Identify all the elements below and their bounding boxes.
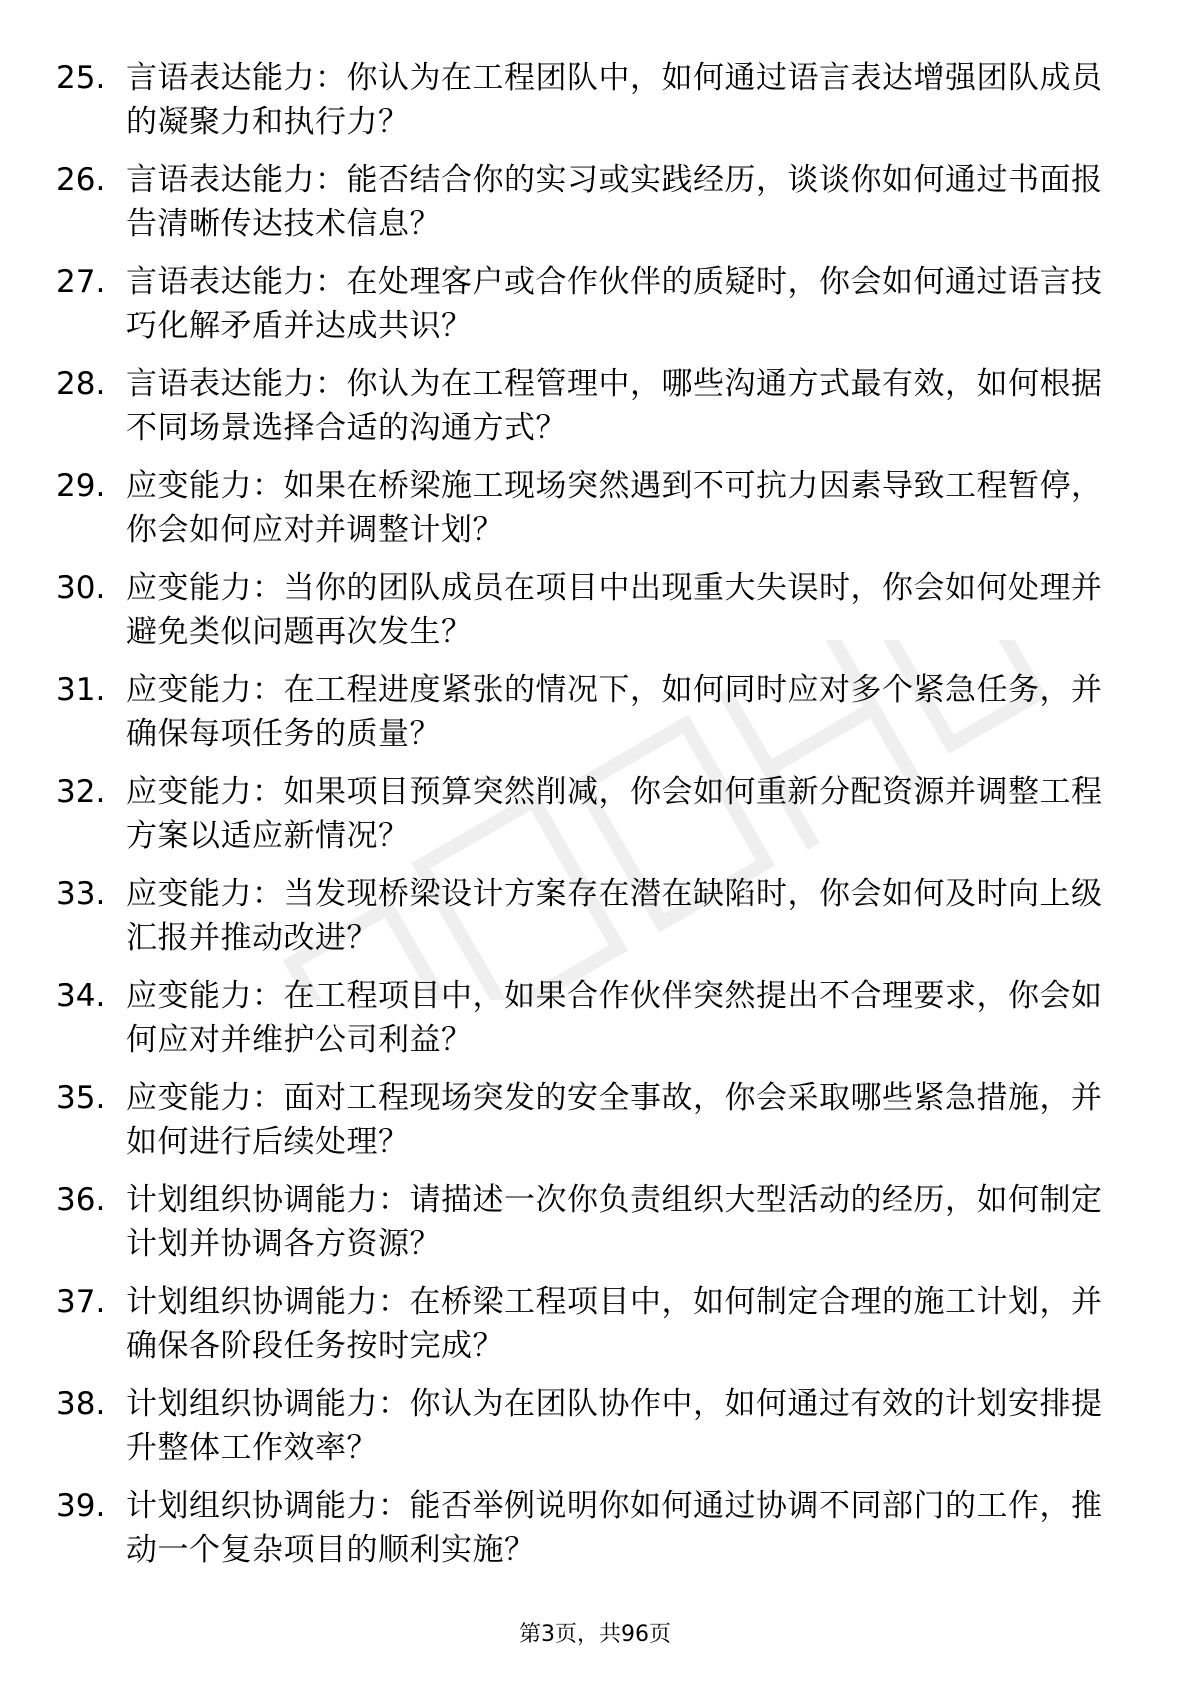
question-item <box>56 260 1116 348</box>
page-indicator: 第3页，共96页 <box>519 1622 671 1647</box>
question-text: 言语表达能力：你认为在工程管理中，哪些沟通方式最有效，如何根据不同场景选择合适的沟通方式？ <box>126 366 1103 446</box>
question-number: 39. <box>56 1488 106 1524</box>
question-text: 言语表达能力：你认为在工程团队中，如何通过语言表达增强团队成员的凝聚力和执行力？ <box>126 60 1103 140</box>
question-text: 言语表达能力：在处理客户或合作伙伴的质疑时，你会如何通过语言技巧化解矛盾并达成共识？ <box>126 264 1103 344</box>
question-text: 计划组织协调能力：请描述一次你负责组织大型活动的经历，如何制定计划并协调各方资源？ <box>126 1182 1103 1262</box>
question-number: 31. <box>56 672 106 708</box>
question-item <box>56 56 1116 144</box>
question-number: 34. <box>56 978 106 1014</box>
question-item <box>56 158 1116 246</box>
question-item <box>56 464 1116 552</box>
question-item <box>56 974 1116 1062</box>
question-number: 36. <box>56 1182 106 1218</box>
question-number: 28. <box>56 366 106 402</box>
question-text: 应变能力：当你的团队成员在项目中出现重大失误时，你会如何处理并避免类似问题再次发生？ <box>126 570 1103 650</box>
question-number: 30. <box>56 570 106 606</box>
question-item <box>56 1076 1116 1164</box>
question-number: 32. <box>56 774 106 810</box>
question-item <box>56 1382 1116 1470</box>
question-text: 应变能力：在工程进度紧张的情况下，如何同时应对多个紧急任务，并确保每项任务的质量？ <box>126 672 1103 752</box>
question-number: 33. <box>56 876 106 912</box>
question-text: 计划组织协调能力：你认为在团队协作中，如何通过有效的计划安排提升整体工作效率？ <box>126 1386 1103 1466</box>
question-list <box>56 56 1116 1586</box>
question-item <box>56 1178 1116 1266</box>
question-text: 应变能力：面对工程现场突发的安全事故，你会采取哪些紧急措施，并如何进行后续处理？ <box>126 1080 1103 1160</box>
question-item <box>56 770 1116 858</box>
question-number: 35. <box>56 1080 106 1116</box>
question-number: 38. <box>56 1386 106 1422</box>
question-number: 25. <box>56 60 106 96</box>
question-number: 26. <box>56 162 106 198</box>
question-text: 计划组织协调能力：在桥梁工程项目中，如何制定合理的施工计划，并确保各阶段任务按时完成？ <box>126 1284 1103 1364</box>
question-text: 应变能力：如果项目预算突然削减，你会如何重新分配资源并调整工程方案以适应新情况？ <box>126 774 1103 854</box>
question-item <box>56 1280 1116 1368</box>
question-number: 27. <box>56 264 106 300</box>
question-item <box>56 872 1116 960</box>
question-item <box>56 668 1116 756</box>
question-text: 计划组织协调能力：能否举例说明你如何通过协调不同部门的工作，推动一个复杂项目的顺利实施？ <box>126 1488 1103 1568</box>
question-text: 应变能力：当发现桥梁设计方案存在潜在缺陷时，你会如何及时向上级汇报并推动改进？ <box>126 876 1103 956</box>
question-item <box>56 362 1116 450</box>
question-number: 29. <box>56 468 106 504</box>
question-item <box>56 1484 1116 1572</box>
question-number: 37. <box>56 1284 106 1320</box>
question-item <box>56 566 1116 654</box>
question-text: 应变能力：在工程项目中，如果合作伙伴突然提出不合理要求，你会如何应对并维护公司利益？ <box>126 978 1103 1058</box>
question-text: 应变能力：如果在桥梁施工现场突然遇到不可抗力因素导致工程暂停，你会如何应对并调整计划？ <box>126 468 1103 548</box>
question-text: 言语表达能力：能否结合你的实习或实践经历，谈谈你如何通过书面报告清晰传达技术信息？ <box>126 162 1103 242</box>
